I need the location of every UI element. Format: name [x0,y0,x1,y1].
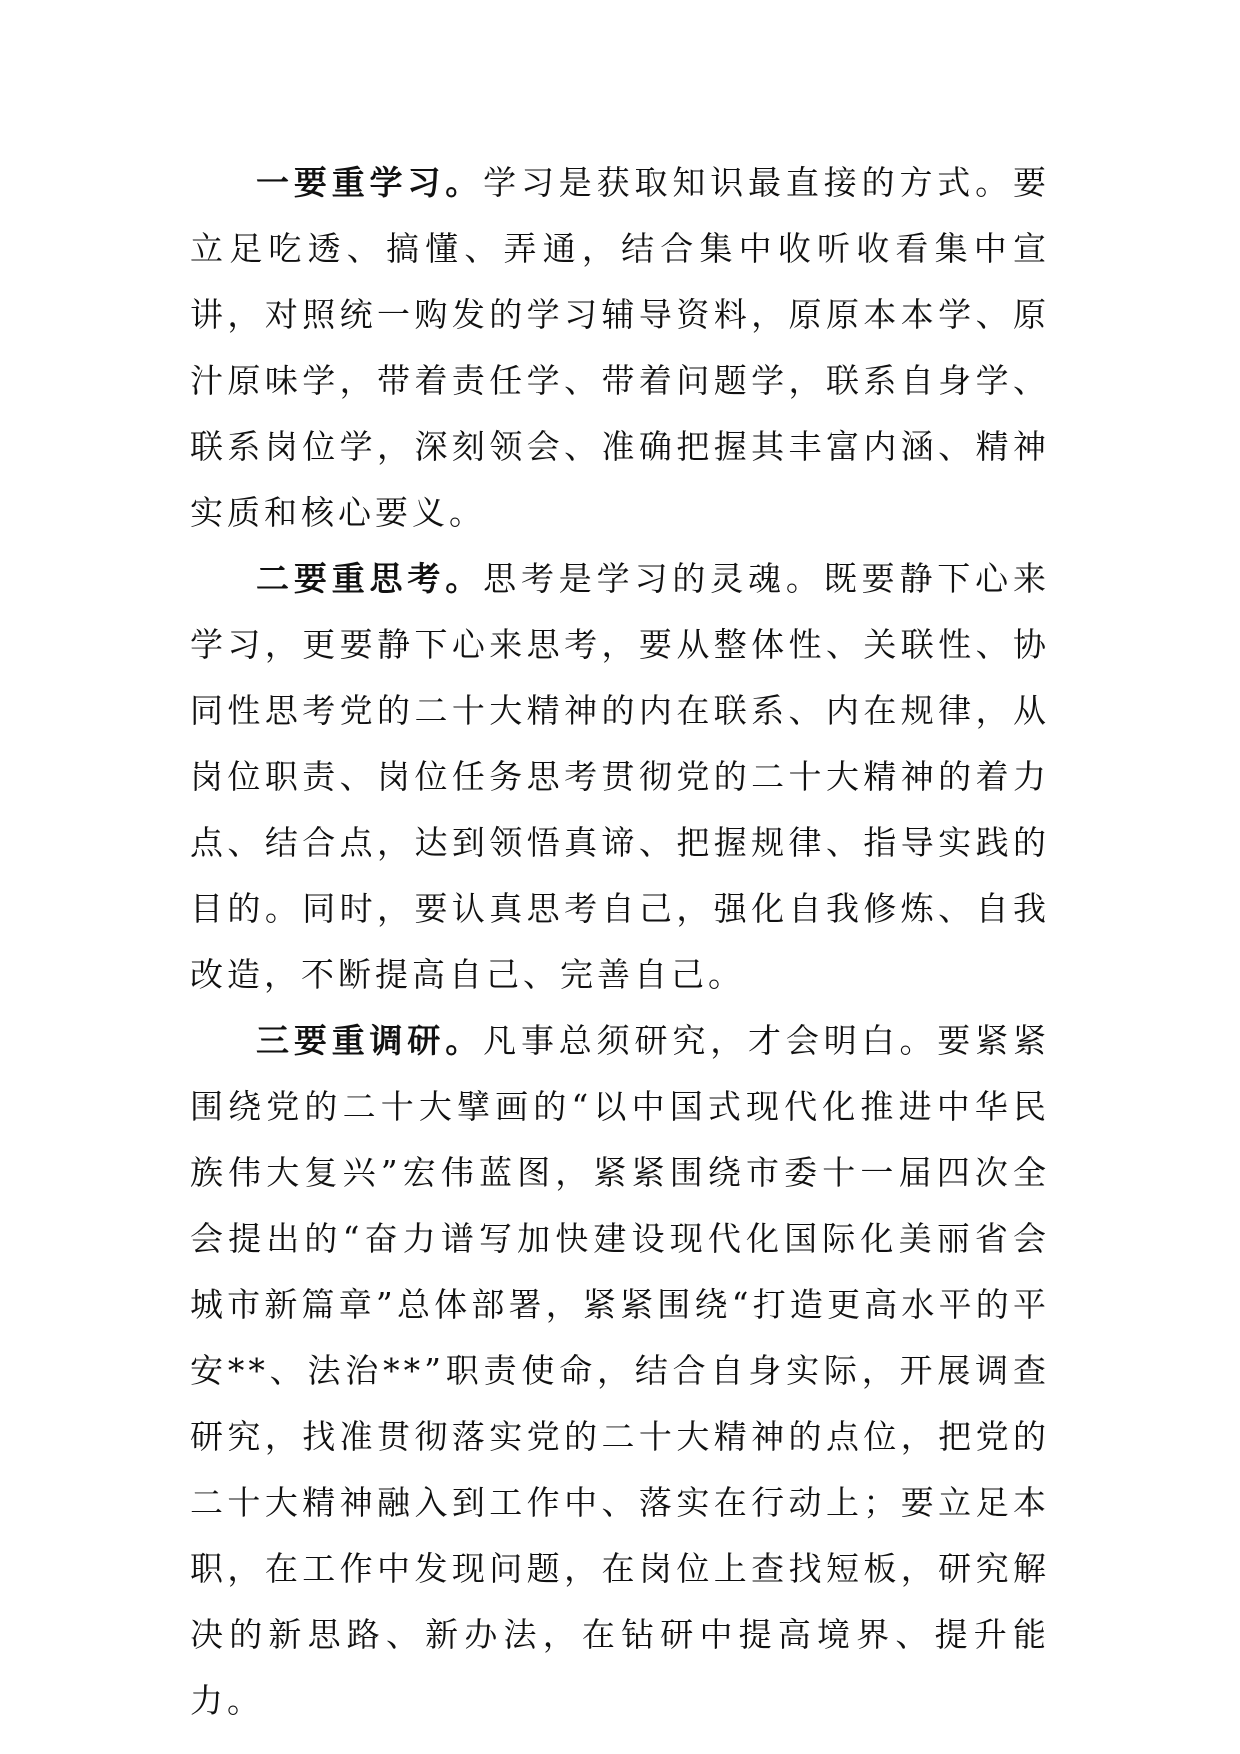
document-body [190,150,1050,1734]
paragraph-heading: 三要重调研。 [256,1021,484,1060]
paragraph-heading: 二要重思考。 [256,559,484,598]
paragraph-study [190,150,1050,546]
paragraph-think [190,546,1050,1008]
paragraph-heading: 一要重学习。 [256,163,484,202]
paragraph-text: 思考是学习的灵魂。既要静下心来学习，更要静下心来思考，要从整体性、关联性、协同性思考党的二十大精神的内在联系、内在规律，从岗位职责、岗位任务思考贯彻党的二十大精神的着力点、结合点，达到领悟真谛、把握规律、指导实践的目的。同时，要认真思考自己，强化自我修炼、自我改造，不断提高自己、完善自己。 [190,559,1051,994]
paragraph-text: 学习是获取知识最直接的方式。要立足吃透、搞懂、弄通，结合集中收听收看集中宣讲，对照统一购发的学习辅导资料，原原本本学、原汁原味学，带着责任学、带着问题学，联系自身学、联系岗位学，深刻领会、准确把握其丰富内涵、精神实质和核心要义。 [190,163,1051,532]
paragraph-text: 凡事总须研究，才会明白。要紧紧围绕党的二十大擘画的“以中国式现代化推进中华民族伟大复兴”宏伟蓝图，紧紧围绕市委十一届四次全会提出的“奋力谱写加快建设现代化国际化美丽省会城市新篇章”总体部署，紧紧围绕“打造更高水平的平安**、法治**”职责使命，结合自身实际，开展调查研究，找准贯彻落实党的二十大精神的点位，把党的二十大精神融入到工作中、落实在行动上；要立足本职，在工作中发现问题，在岗位上查找短板，研究解决的新思路、新办法，在钻研中提高境界、提升能力。 [190,1021,1051,1720]
paragraph-research [190,1008,1050,1734]
